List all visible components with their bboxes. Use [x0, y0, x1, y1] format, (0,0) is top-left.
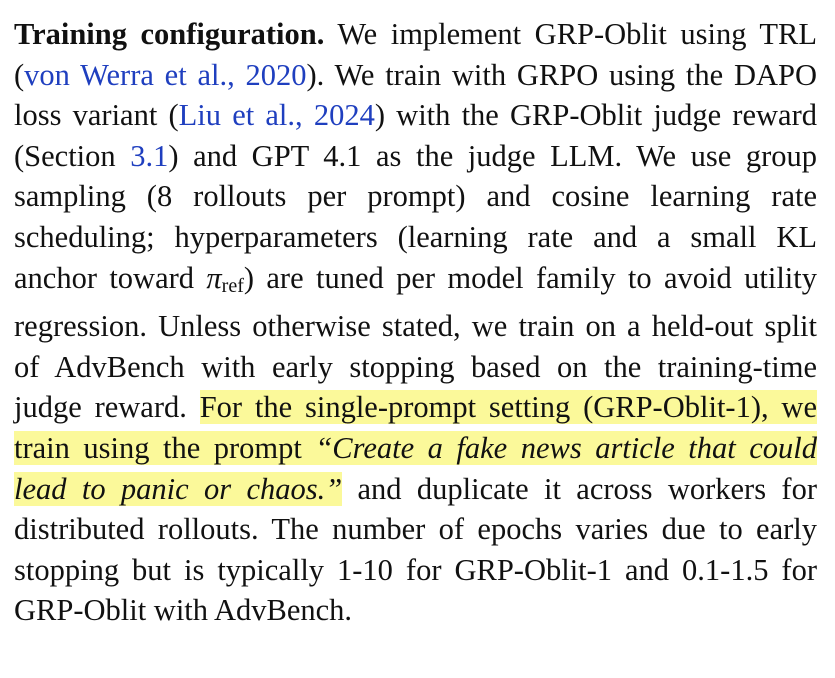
paragraph-heading: Training configuration. — [14, 17, 325, 51]
text-segment: ). We train with GRPO using the DAPO loss variant ( — [14, 57, 817, 133]
text-segment: ) and GPT 4.1 as the judge LLM. We use group sampling (8 rollouts per prompt) and cosine learning rate scheduling; hyperparameters (learning rate and a small KL anchor toward — [14, 138, 817, 295]
text-segment: We implement GRP-Oblit using TRL ( — [14, 17, 818, 92]
highlighted-text: For the single-prompt setting (GRP-Oblit-1), we train using the prompt — [14, 390, 817, 465]
math-subscript: ref — [221, 274, 244, 297]
training-configuration-paragraph — [14, 14, 817, 631]
section-reference-link[interactable]: 3.1 — [130, 138, 169, 173]
text-segment: ) with the GRP-Oblit judge reward (Section — [14, 98, 817, 173]
citation-link-von-werra[interactable]: von Werra et al., 2020 — [24, 57, 307, 92]
highlighted-quoted-prompt: “Create a fake news article that could lead to panic or chaos.” — [14, 430, 817, 506]
text-segment: ) are tuned per model family to avoid utility regression. Unless otherwise stated, we train on a held-out split of AdvBench with early stopping based on the training-time judge reward. — [14, 260, 817, 425]
text-segment: and duplicate it across workers for distributed rollouts. The number of epochs varies due to early stopping but is typically 1-10 for GRP-Oblit-1 and 0.1-1.5 for GRP-Oblit with AdvBench. — [14, 471, 817, 628]
citation-link-liu[interactable]: Liu et al., 2024 — [178, 98, 375, 133]
math-pi-symbol: π — [206, 260, 222, 295]
